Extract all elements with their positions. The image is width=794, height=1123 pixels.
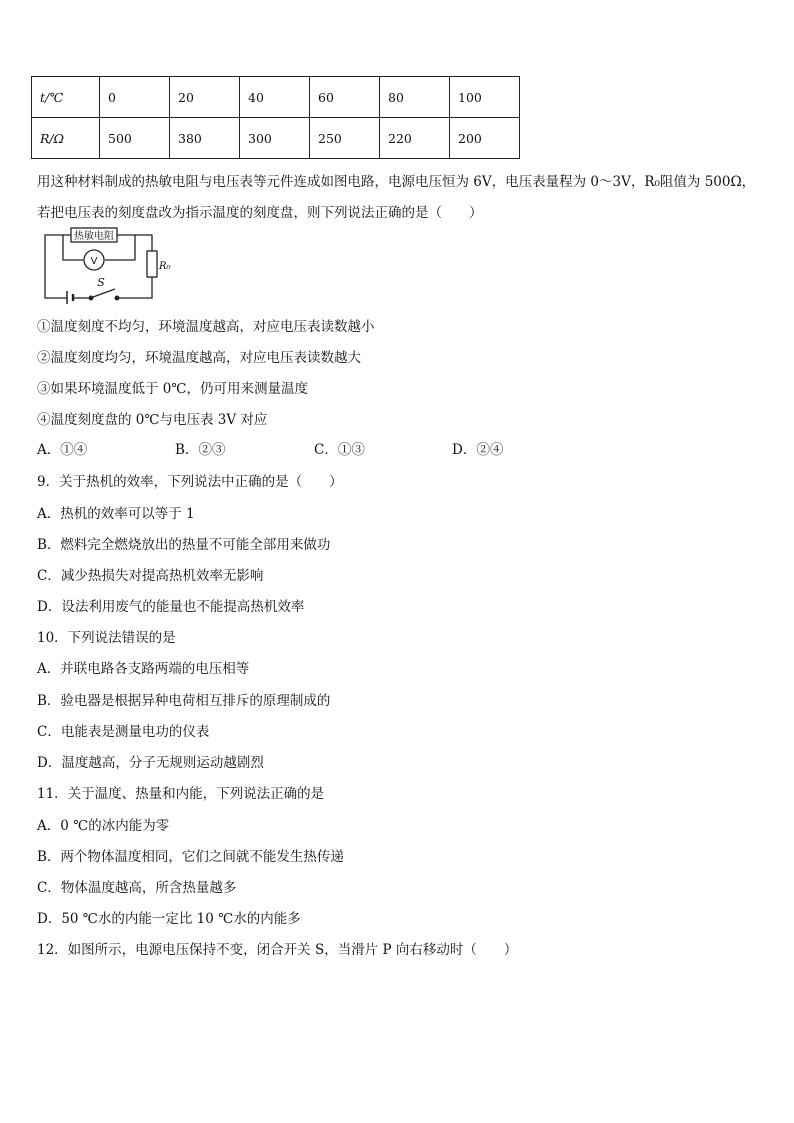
table-cell: 100 — [450, 77, 520, 118]
q11-option-d[interactable]: D．50 ℃水的内能一定比 10 ℃水的内能多 — [37, 911, 301, 927]
q9-option-c[interactable]: C．减少热损失对提高热机效率无影响 — [37, 568, 264, 584]
table-row — [32, 118, 520, 159]
switch-lever — [93, 289, 115, 297]
temperature-resistance-table — [31, 76, 520, 159]
thermistor-label: 热敏电阻 — [74, 231, 114, 242]
q10-stem: 10．下列说法错误的是 — [37, 630, 176, 646]
q9-option-d[interactable]: D．设法利用废气的能量也不能提高热机效率 — [37, 599, 305, 615]
table-cell: 0 — [100, 77, 170, 118]
q11-option-b[interactable]: B．两个物体温度相同，它们之间就不能发生热传递 — [37, 849, 344, 865]
q10-option-c[interactable]: C．电能表是测量电功的仪表 — [37, 724, 210, 740]
q8-option-a[interactable]: A．①④ — [37, 442, 88, 458]
circuit-diagram — [37, 225, 171, 303]
table-header-cell: R/Ω — [32, 118, 100, 159]
table-header-cell: t/℃ — [32, 77, 100, 118]
table-cell: 200 — [450, 118, 520, 159]
q8-option-b[interactable]: B．②③ — [175, 442, 226, 458]
table-cell: 60 — [310, 77, 380, 118]
table-row — [32, 77, 520, 118]
table-cell: 250 — [310, 118, 380, 159]
q8-options — [37, 438, 597, 458]
q8-stem-line2: 若把电压表的刻度盘改为指示温度的刻度盘，则下列说法正确的是（ ） — [37, 205, 483, 221]
table-cell: 20 — [170, 77, 240, 118]
q10-option-d[interactable]: D．温度越高，分子无规则运动越剧烈 — [37, 755, 264, 771]
q8-statement-3: ③如果环境温度低于 0℃，仍可用来测量温度 — [37, 381, 308, 397]
q9-option-a[interactable]: A．热机的效率可以等于 1 — [37, 506, 195, 522]
q11-option-a[interactable]: A．0 ℃的冰内能为零 — [37, 818, 170, 834]
voltmeter-label: V — [90, 256, 98, 267]
q8-statement-1: ①温度刻度不均匀，环境温度越高，对应电压表读数越小 — [37, 319, 375, 335]
q8-stem-line1: 用这种材料制成的热敏电阻与电压表等元件连成如图电路，电源电压恒为 6V，电压表量程为 0～3V，R₀阻值为 500Ω， — [37, 174, 756, 190]
q10-option-b[interactable]: B．验电器是根据异种电荷相互排斥的原理制成的 — [37, 693, 331, 709]
resistor-label: R₀ — [159, 261, 171, 272]
table-cell: 300 — [240, 118, 310, 159]
table-cell: 380 — [170, 118, 240, 159]
table-cell: 500 — [100, 118, 170, 159]
q12-stem: 12．如图所示，电源电压保持不变，闭合开关 S，当滑片 P 向右移动时（ ） — [37, 942, 518, 958]
q9-stem: 9．关于热机的效率，下列说法中正确的是（ ） — [37, 474, 343, 490]
resistor-box — [147, 251, 157, 277]
q11-stem: 11．关于温度、热量和内能，下列说法正确的是 — [37, 786, 325, 802]
q8-option-d[interactable]: D．②④ — [452, 442, 504, 458]
table-cell: 40 — [240, 77, 310, 118]
q9-option-b[interactable]: B．燃料完全燃烧放出的热量不可能全部用来做功 — [37, 537, 331, 553]
q8-option-c[interactable]: C．①③ — [314, 442, 365, 458]
q10-option-a[interactable]: A．并联电路各支路两端的电压相等 — [37, 661, 250, 677]
table-cell: 80 — [380, 77, 450, 118]
table-cell: 220 — [380, 118, 450, 159]
q8-statement-2: ②温度刻度均匀，环境温度越高，对应电压表读数越大 — [37, 350, 361, 366]
q11-option-c[interactable]: C．物体温度越高，所含热量越多 — [37, 880, 237, 896]
switch-label: S — [97, 276, 105, 289]
q8-statement-4: ④温度刻度盘的 0℃与电压表 3V 对应 — [37, 412, 268, 428]
